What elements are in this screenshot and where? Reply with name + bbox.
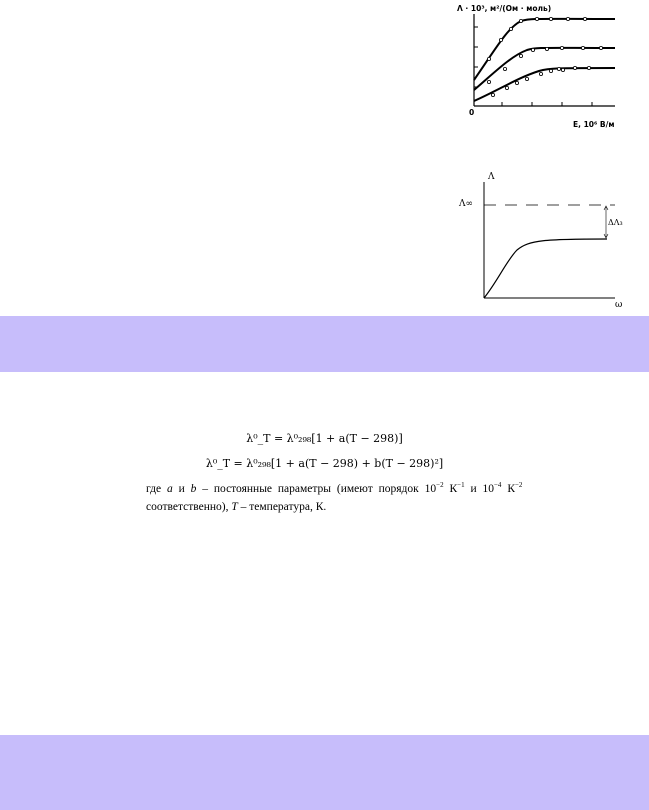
figure2-lambda-inf-label: Λ∞ [459, 199, 473, 209]
figure2-xlabel: ω [615, 300, 623, 310]
paragraph-var-a: a [166, 483, 173, 495]
highlight-band-bottom [0, 735, 649, 810]
paragraph-unit: К [449, 483, 458, 495]
paragraph-line-1 [146, 480, 546, 498]
paragraph-unit: К [507, 483, 515, 495]
figure1-xlabel: E, 10⁶ В/м [573, 120, 615, 129]
exponent: −2 [436, 481, 444, 490]
figure1-ylabel: Λ · 10³, м²/(Ом · моль) [457, 4, 552, 13]
explanation-paragraph [146, 480, 546, 516]
exponent: −4 [493, 481, 502, 490]
paragraph-word: где [146, 483, 162, 495]
figure1-markers [487, 17, 602, 96]
paragraph-var-b: b [190, 483, 197, 495]
figure2-plot [455, 170, 649, 315]
figure1-plot [455, 0, 649, 140]
exponent: −1 [457, 481, 465, 490]
figure2-ylabel: Λ [488, 172, 495, 182]
paragraph-word: и [178, 483, 185, 495]
paragraph-text: – постоянные параметры (имеют порядок 10 [202, 483, 437, 495]
equation-2 [0, 457, 649, 470]
equation-1-text: λ⁰_T = λ⁰₂₉₈[1 + a(T − 298)] [246, 432, 403, 445]
equation-2-text: λ⁰_T = λ⁰₂₉₈[1 + a(T − 298) + b(T − 298)²] [205, 457, 444, 470]
figure1-curve-lower [474, 68, 615, 101]
figure-conductivity-vs-frequency [455, 170, 649, 315]
highlight-band-top [0, 316, 649, 372]
figure2-curve [484, 239, 607, 298]
equation-1 [0, 432, 649, 445]
paragraph-line-2 [146, 498, 546, 516]
paragraph-text: и 10 [470, 483, 494, 495]
figure1-origin-label: 0 [469, 108, 475, 117]
figure2-delta-label: ΔΛ₃ [608, 218, 623, 227]
paragraph-text: соответственно), [146, 501, 229, 513]
paragraph-var-T: T [231, 501, 238, 513]
figure-conductivity-vs-field [455, 0, 649, 140]
exponent: −2 [514, 481, 523, 490]
paragraph-text: – температура, К. [240, 501, 327, 513]
